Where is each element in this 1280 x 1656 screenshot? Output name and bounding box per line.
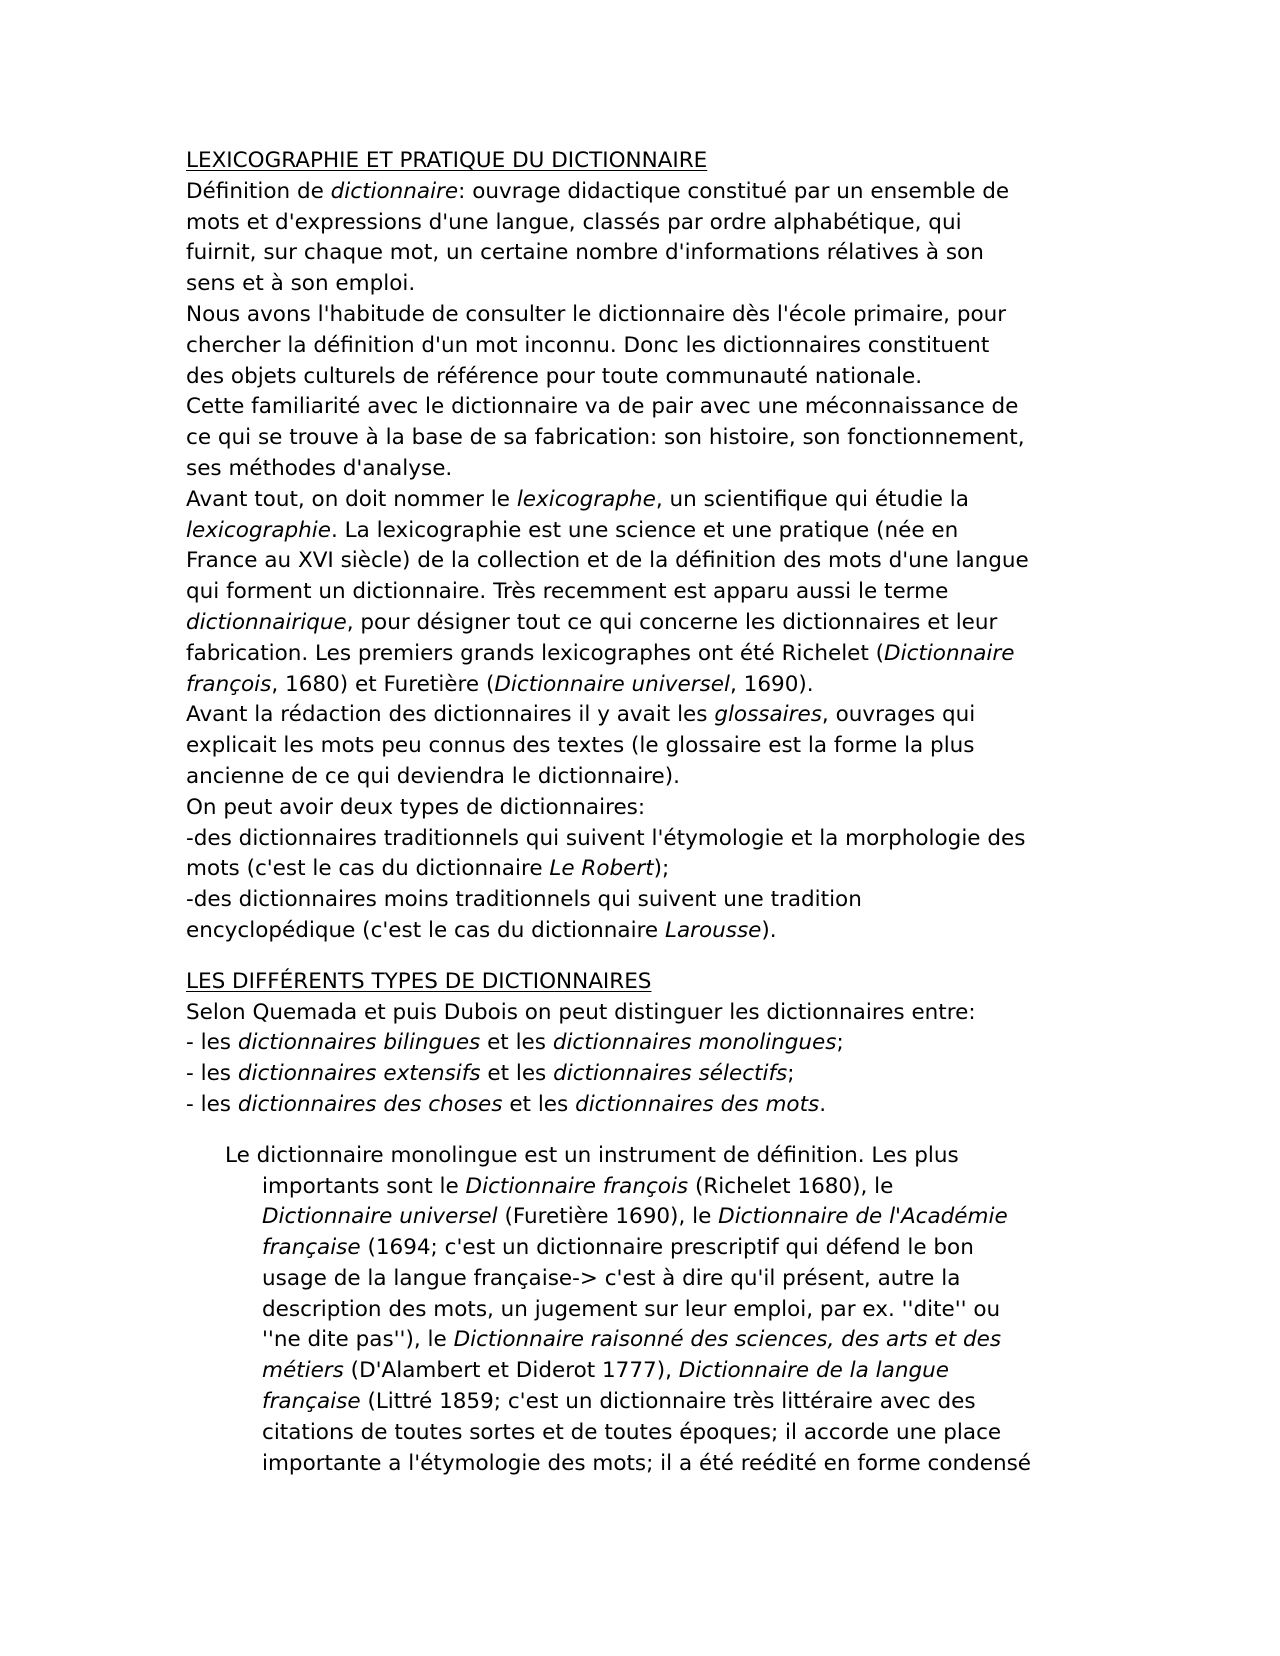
text-line [186,423,1086,454]
text-run: ses méthodes d'analyse. [186,455,453,481]
italic-term: Dictionnaire de l'Académie [718,1204,1008,1230]
text-run: ); [653,856,670,882]
text-run: ancienne de ce qui deviendra le dictionnaire). [186,763,680,789]
italic-term: Dictionnaire de la langue [678,1358,949,1384]
italic-term: Dictionnaire [884,640,1015,666]
text-run: : ouvrage didactique constitué par un ensemble de [458,178,1010,204]
text-line [186,362,1086,393]
italic-term: dictionnaires des mots [575,1091,820,1117]
section-spacer [186,1121,1086,1141]
italic-term: lexicographie [186,517,332,543]
italic-term: Larousse [665,917,762,943]
text-line [186,731,1086,762]
text-run: et les [480,1030,553,1056]
text-run: fuirnit, sur chaque mot, un certaine nombre d'informations rélatives à son [186,240,984,266]
italic-term: lexicographe [516,486,656,512]
text-line [186,485,1086,516]
text-line [186,331,1086,362]
italic-term: dictionnaires des choses [237,1091,503,1117]
text-run: description des mots, un jugement sur leur emploi, par ex. ''dite'' ou [262,1296,1001,1322]
text-line [186,208,1086,239]
text-run: Le dictionnaire monolingue est un instrument de définition. Les plus [225,1142,959,1168]
italic-term: Dictionnaire françois [465,1173,689,1199]
text-line [186,269,1086,300]
text-run: (Littré 1859; c'est un dictionnaire très littéraire avec des [360,1389,976,1415]
text-line [186,793,1086,824]
text-line [186,392,1086,423]
text-run: -des dictionnaires traditionnels qui suivent l'étymologie et la morphologie des [186,825,1026,851]
text-run: Avant tout, on doit nommer le [186,486,517,512]
text-line [186,1059,1086,1090]
italic-term: française [262,1389,361,1415]
italic-term: glossaires [714,702,822,728]
text-run: On peut avoir deux types de dictionnaires: [186,794,646,820]
section-lexicographie-body [186,177,1086,947]
text-line [186,762,1086,793]
text-line [186,854,1086,885]
text-run: France au XVI siècle) de la collection et de la définition des mots d'une langue [186,548,1029,574]
text-line [186,516,1086,547]
section-spacer [186,947,1086,967]
text-run: et les [502,1091,576,1117]
text-line [186,1141,1086,1172]
text-line [186,1449,1086,1480]
text-run: -des dictionnaires moins traditionnels qui suivent une tradition [186,887,862,913]
text-run: mots (c'est le cas du dictionnaire [186,856,550,882]
italic-term: métiers [262,1358,344,1384]
text-line [186,1233,1086,1264]
text-line [186,1264,1086,1295]
italic-term: dictionnaire [330,178,459,204]
text-line [186,546,1086,577]
text-line [186,1295,1086,1326]
text-run: (Richelet 1680), le [688,1173,894,1199]
text-run: (D'Alambert et Diderot 1777), [343,1358,679,1384]
text-run: Cette familiarité avec le dictionnaire va de pair avec une méconnaissance de [186,394,1019,420]
text-line [186,824,1086,855]
text-line [186,885,1086,916]
text-line [186,577,1086,608]
text-run: ''ne dite pas''), le [262,1327,454,1353]
text-line [186,1202,1086,1233]
section-heading-types: LES DIFFÉRENTS TYPES DE DICTIONNAIRES [186,968,652,994]
text-run: Nous avons l'habitude de consulter le dictionnaire dès l'école primaire, pour [186,301,1007,327]
text-run: Avant la rédaction des dictionnaires il y avait les [186,702,715,728]
text-run: et les [480,1061,554,1087]
text-run: , un scientifique qui étudie la [655,486,969,512]
text-line [186,1356,1086,1387]
text-run: ce qui se trouve à la base de sa fabrication: son histoire, son fonctionnement, [186,425,1025,451]
text-run: qui forment un dictionnaire. Très recemment est apparu aussi le terme [186,579,949,605]
text-run: usage de la langue française-> c'est à dire qu'il présent, autre la [262,1265,961,1291]
text-run: importants sont le [262,1173,466,1199]
section-types-list [186,998,1086,1121]
text-run: , ouvrages qui [821,702,976,728]
text-run: des objets culturels de référence pour toute communauté nationale. [186,363,923,389]
text-line [186,998,1086,1029]
italic-term: Le Robert [549,856,654,882]
text-line [186,1172,1086,1203]
italic-term: dictionnaires sélectifs [553,1061,788,1087]
text-line [186,1325,1086,1356]
text-line [186,238,1086,269]
text-run: , 1680) et Furetière ( [271,671,495,697]
text-line [186,670,1086,701]
text-run: (1694; c'est un dictionnaire prescriptif qui défend le bon [360,1235,974,1261]
text-run: , 1690). [729,671,814,697]
text-run: (Furetière 1690), le [497,1204,719,1230]
text-line [186,1090,1086,1121]
text-line [186,177,1086,208]
text-line [186,639,1086,670]
section-heading-lexicographie: LEXICOGRAPHIE ET PRATIQUE DU DICTIONNAIRE [186,148,708,173]
text-run: ; [836,1030,844,1056]
document-page [186,146,1086,1479]
text-line [186,454,1086,485]
italic-term: dictionnaires extensifs [237,1061,481,1087]
text-run: Définition de [186,178,331,204]
text-run: - les [186,1061,238,1087]
text-run: chercher la définition d'un mot inconnu. Donc les dictionnaires constituent [186,332,990,358]
text-run: - les [186,1030,238,1056]
text-run: , pour désigner tout ce qui concerne les dictionnaires et leur [346,609,998,635]
italic-term: Dictionnaire raisonné des sciences, des arts et des [453,1327,1002,1353]
text-line [186,1028,1086,1059]
text-line [186,608,1086,639]
text-run: sens et à son emploi. [186,271,416,297]
text-run: citations de toutes sortes et de toutes époques; il accorde une place [262,1419,1002,1445]
text-line [186,300,1086,331]
text-run: . [819,1091,827,1117]
italic-term: Dictionnaire universel [262,1204,498,1230]
text-line [186,1387,1086,1418]
italic-term: françois [186,671,272,697]
italic-term: dictionnaires bilingues [237,1030,481,1056]
section-monolingue-paragraph [186,1141,1086,1480]
text-run: importante a l'étymologie des mots; il a été reédité en forme condensé [262,1450,1032,1476]
text-run: Selon Quemada et puis Dubois on peut distinguer les dictionnaires entre: [186,999,976,1025]
italic-term: française [262,1235,361,1261]
text-run: ). [761,917,777,943]
text-run: explicait les mots peu connus des textes (le glossaire est la forme la plus [186,733,975,759]
italic-term: Dictionnaire universel [494,671,730,697]
italic-term: dictionnairique [186,609,347,635]
text-run: . La lexicographie est une science et une pratique (née en [331,517,959,543]
italic-term: dictionnaires monolingues [552,1030,837,1056]
text-line [186,1418,1086,1449]
text-run: encyclopédique (c'est le cas du dictionnaire [186,917,665,943]
text-line [186,700,1086,731]
text-run: - les [186,1091,238,1117]
text-run: fabrication. Les premiers grands lexicographes ont été Richelet ( [186,640,885,666]
text-run: ; [787,1061,795,1087]
text-line [186,916,1086,947]
text-run: mots et d'expressions d'une langue, classés par ordre alphabétique, qui [186,209,962,235]
